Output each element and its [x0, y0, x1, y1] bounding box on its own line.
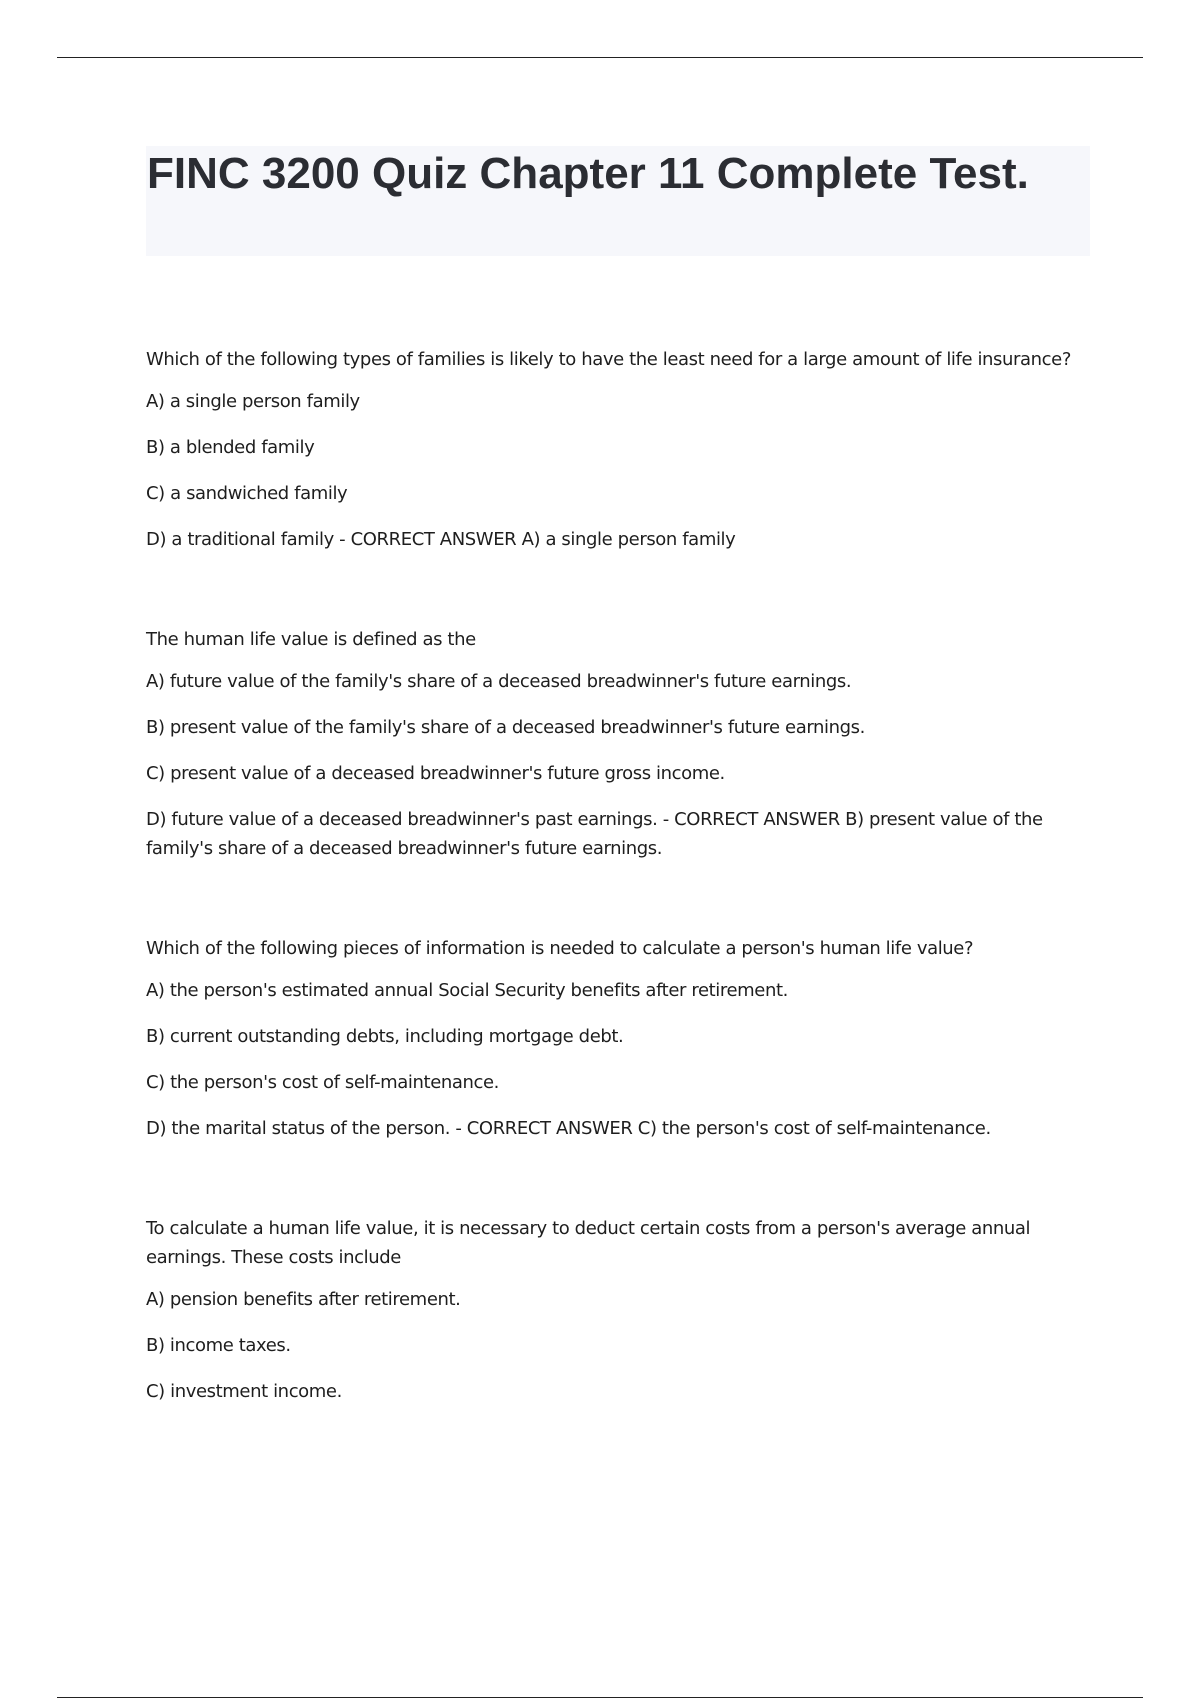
answer-option-c: C) the person's cost of self-maintenance.	[146, 1072, 500, 1093]
answer-option-b: B) present value of the family's share of a deceased breadwinner's future earnings.	[146, 717, 865, 738]
answer-option-c: C) investment income.	[146, 1381, 342, 1402]
question-stem: To calculate a human life value, it is necessary to deduct certain costs from a person's average annual earnings. These costs include	[146, 1218, 1031, 1268]
answer-option-c: C) a sandwiched family	[146, 483, 348, 504]
answer-option-a: A) future value of the family's share of a deceased breadwinner's future earnings.	[146, 671, 852, 692]
answer-option-d-with-correct-answer: D) future value of a deceased breadwinner's past earnings. - CORRECT ANSWER B) present value of the family's share of a deceased breadwinner's future earnings.	[146, 809, 1043, 859]
question-stem: The human life value is defined as the	[146, 629, 476, 650]
answer-option-b: B) income taxes.	[146, 1335, 291, 1356]
top-divider	[57, 57, 1143, 58]
question-stem: Which of the following pieces of information is needed to calculate a person's human life value?	[146, 938, 974, 959]
title-block	[146, 146, 1090, 256]
answer-option-d-with-correct-answer: D) a traditional family - CORRECT ANSWER A) a single person family	[146, 529, 736, 550]
answer-option-b: B) a blended family	[146, 437, 315, 458]
answer-option-a: A) pension benefits after retirement.	[146, 1289, 461, 1310]
document-title: FINC 3200 Quiz Chapter 11 Complete Test.	[147, 149, 1029, 198]
answer-option-d-with-correct-answer: D) the marital status of the person. - CORRECT ANSWER C) the person's cost of self-maintenance.	[146, 1118, 991, 1139]
question-4	[146, 1214, 1090, 1406]
question-stem: Which of the following types of families is likely to have the least need for a large amount of life insurance?	[146, 349, 1072, 370]
question-1	[146, 345, 1090, 554]
question-2	[146, 625, 1090, 863]
answer-option-a: A) the person's estimated annual Social Security benefits after retirement.	[146, 980, 788, 1001]
answer-option-c: C) present value of a deceased breadwinner's future gross income.	[146, 763, 725, 784]
question-list	[146, 345, 1090, 1477]
answer-option-a: A) a single person family	[146, 391, 360, 412]
answer-option-b: B) current outstanding debts, including mortgage debt.	[146, 1026, 624, 1047]
bottom-divider	[57, 1697, 1143, 1698]
question-3	[146, 934, 1090, 1143]
